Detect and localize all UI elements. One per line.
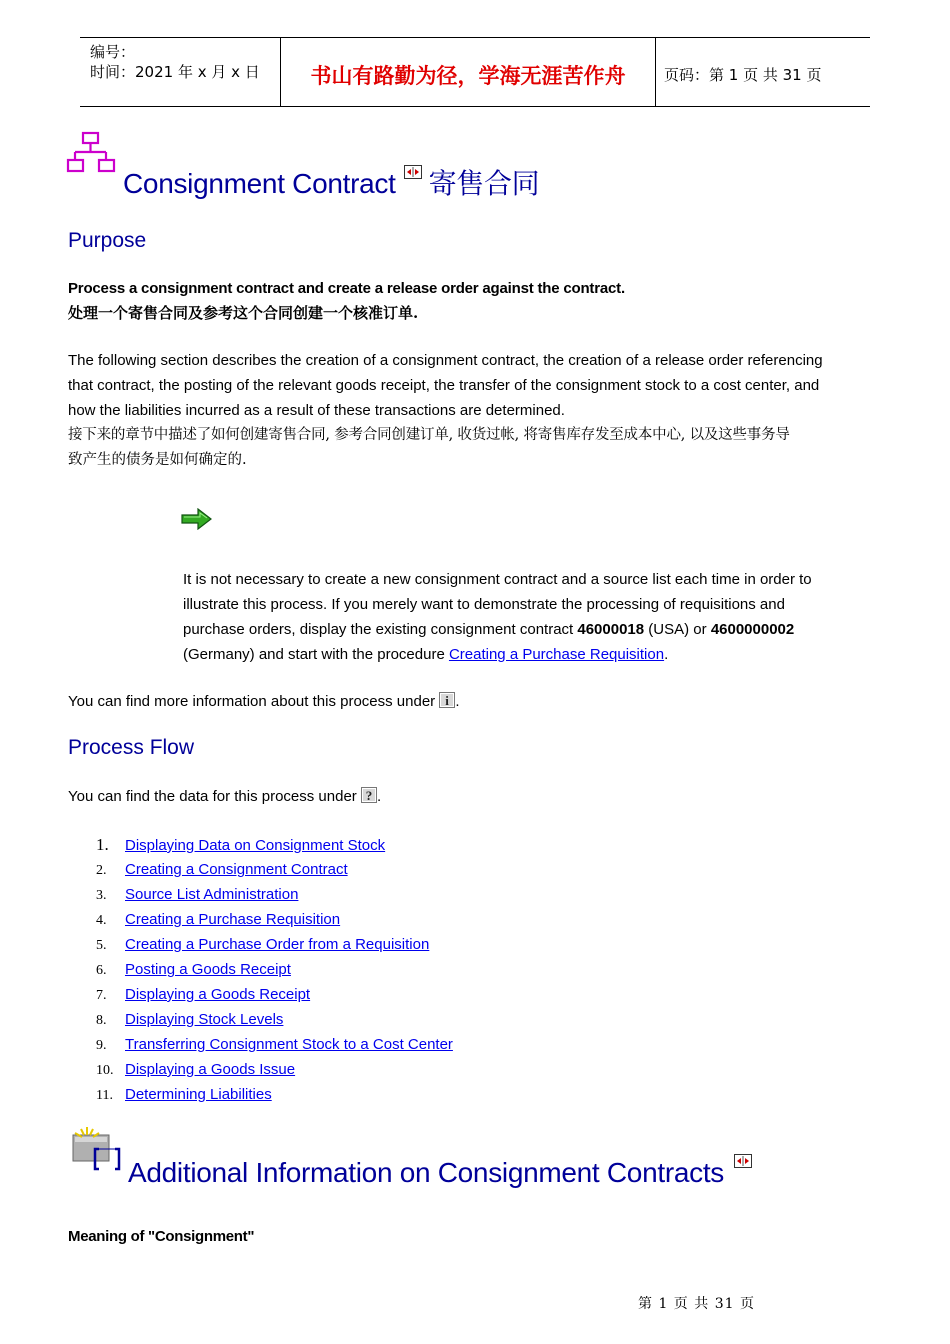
step-link[interactable]: Displaying a Goods Issue — [125, 1061, 296, 1078]
purpose-heading: Purpose — [68, 229, 147, 252]
creating-purchase-requisition-link[interactable]: Creating a Purchase Requisition — [448, 646, 665, 663]
step-number: 2. — [96, 863, 107, 878]
list-item — [96, 932, 453, 957]
step-link[interactable]: Creating a Purchase Requisition — [125, 911, 341, 928]
step-link[interactable]: Displaying Stock Levels — [125, 1011, 284, 1028]
list-item — [96, 857, 453, 882]
svg-text:?: ? — [365, 788, 373, 803]
purpose-summary-en: Process a consignment contract and create a release order against the contract. — [68, 280, 625, 297]
purpose-description — [68, 348, 823, 473]
header-page-cell — [655, 38, 870, 106]
purpose-summary-zh: 处理一个寄售合同及参考这个合同创建一个核准订单. — [68, 304, 419, 322]
note-line — [183, 617, 812, 642]
contract-number-usa: 46000018 — [577, 621, 645, 638]
note-text-fragment: purchase orders, display the existing consignment contract — [183, 621, 578, 638]
description-line-zh: 致产生的债务是如何确定的. — [68, 452, 247, 468]
step-number: 5. — [96, 938, 107, 953]
page-footer: 第 1 页 共 31 页 — [638, 1296, 755, 1312]
step-number: 9. — [96, 1038, 107, 1053]
page-title — [123, 162, 539, 202]
header-motto-cell — [280, 38, 656, 106]
step-link[interactable]: Creating a Purchase Order from a Requisition — [125, 936, 430, 953]
note-line: It is not necessary to create a new consignment contract and a source list each time in order to — [183, 571, 812, 588]
step-number: 1. — [96, 835, 109, 854]
list-item — [96, 882, 453, 907]
note-text-fragment: . — [664, 646, 669, 663]
additional-info-heading — [128, 1157, 750, 1189]
additional-info-heading-text: Additional Information on Consignment Contracts — [128, 1157, 725, 1188]
step-number: 3. — [96, 888, 107, 903]
step-number: 7. — [96, 988, 107, 1003]
header-meta-cell — [80, 38, 280, 106]
help-icon[interactable] — [361, 786, 377, 811]
step-number: 8. — [96, 1013, 107, 1028]
process-data-line — [68, 784, 381, 811]
time-label: 时间：2021 年 x 月 x 日 — [90, 63, 260, 81]
expand-icon[interactable] — [734, 1143, 752, 1175]
step-link[interactable]: Transferring Consignment Stock to a Cost Center — [125, 1036, 453, 1053]
process-flow-heading: Process Flow — [68, 736, 195, 759]
page-header — [80, 37, 870, 107]
note-text — [183, 567, 812, 667]
list-item — [96, 1057, 453, 1082]
expand-icon[interactable] — [404, 154, 422, 186]
more-info-line — [68, 689, 460, 716]
note-line — [183, 642, 812, 667]
step-link[interactable]: Displaying Data on Consignment Stock — [125, 837, 386, 854]
list-item — [96, 1007, 453, 1032]
list-item — [96, 982, 453, 1007]
more-info-period: . — [455, 693, 460, 710]
step-link[interactable]: Creating a Consignment Contract — [125, 861, 348, 878]
more-info-text: You can find more information about this process under — [68, 693, 436, 710]
list-item — [96, 957, 453, 982]
description-line-zh: 接下来的章节中描述了如何创建寄售合同, 参考合同创建订单, 收货过帐, 将寄售库存发至成本中心, 以及这些事务导 — [68, 427, 790, 443]
note-line: illustrate this process. If you merely want to demonstrate the processing of requisitions and — [183, 596, 785, 613]
motto: 书山有路勤为径，学海无涯苦作舟 — [310, 63, 626, 88]
additional-info-icon — [71, 1125, 125, 1178]
list-item — [96, 832, 453, 857]
step-link[interactable]: Posting a Goods Receipt — [125, 961, 291, 978]
note-text-fragment: (Germany) and start with the procedure — [183, 646, 449, 663]
step-link[interactable]: Determining Liabilities — [125, 1086, 272, 1103]
list-item — [96, 1082, 453, 1107]
page-title-zh: 寄售合同 — [428, 167, 540, 200]
svg-text:i: i — [445, 693, 450, 708]
step-number: 6. — [96, 963, 107, 978]
contract-number-germany: 4600000002 — [710, 621, 795, 638]
page-title-text: Consignment Contract — [123, 168, 396, 199]
note-text-fragment: (USA) or — [644, 621, 711, 638]
process-steps-list — [96, 832, 453, 1107]
list-item — [96, 1032, 453, 1057]
step-number: 10. — [96, 1063, 114, 1078]
step-link[interactable]: Displaying a Goods Receipt — [125, 986, 311, 1003]
step-number: 4. — [96, 913, 107, 928]
description-line: The following section describes the creation of a consignment contract, the creation of a release order referencing — [68, 352, 823, 369]
list-item — [96, 907, 453, 932]
info-icon[interactable] — [439, 691, 455, 716]
process-data-text: You can find the data for this process under — [68, 788, 357, 805]
description-line: that contract, the posting of the relevant goods receipt, the transfer of the consignment stock to a cost center, and — [68, 377, 820, 394]
page-info: 页码：第 1 页 共 31 页 — [664, 66, 822, 84]
arrow-right-icon — [181, 508, 213, 535]
meaning-of-consignment: Meaning of "Consignment" — [68, 1228, 255, 1245]
number-label: 编号： — [90, 43, 136, 61]
step-link[interactable]: Source List Administration — [125, 886, 299, 903]
structure-icon — [66, 131, 116, 180]
description-line: how the liabilities incurred as a result of these transactions are determined. — [68, 402, 565, 419]
process-data-period: . — [376, 788, 382, 805]
step-number: 11. — [96, 1088, 113, 1103]
